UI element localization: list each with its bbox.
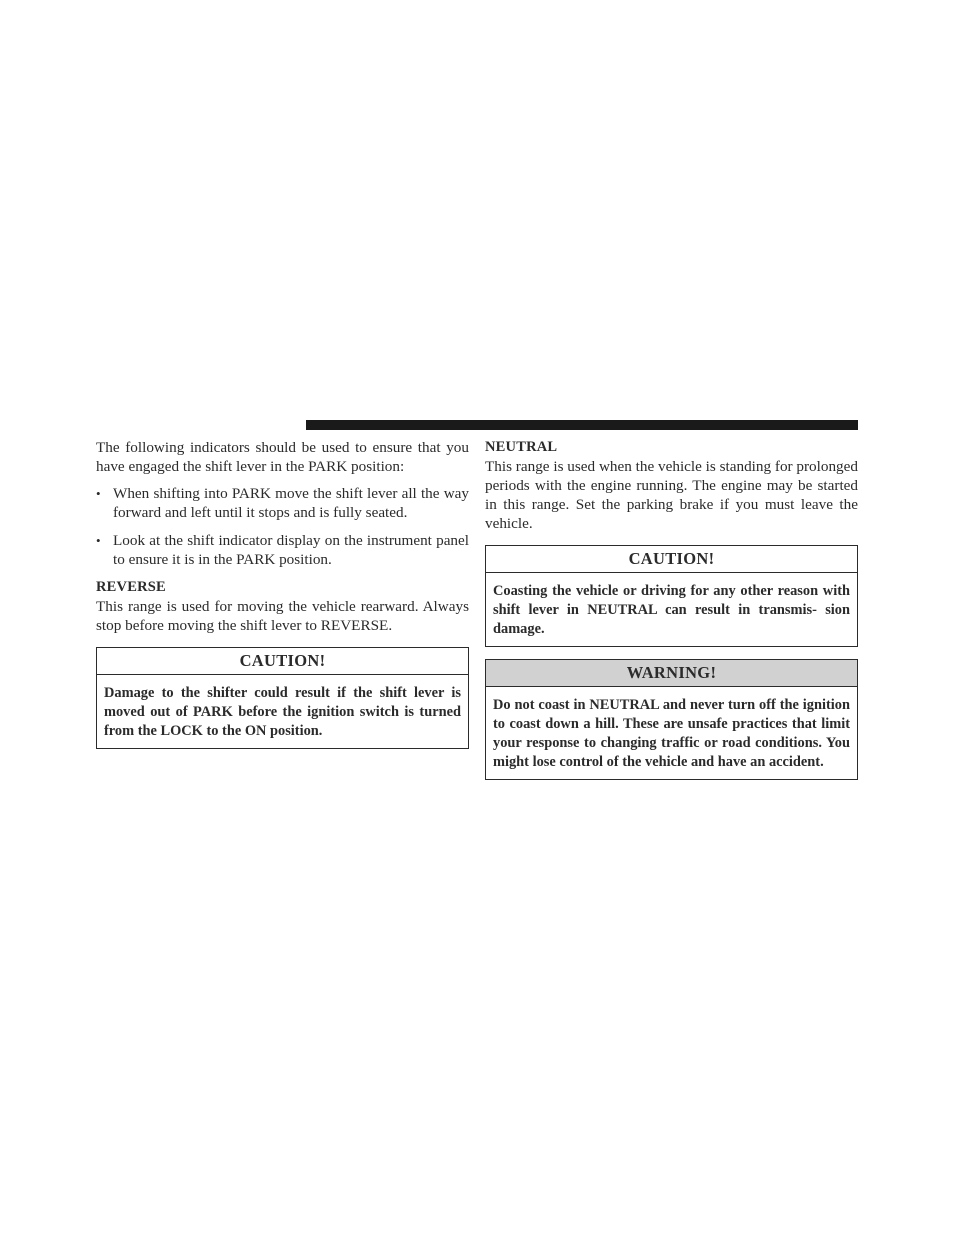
bullet-icon: • <box>96 486 101 501</box>
list-item <box>96 484 469 522</box>
list-item-text: Look at the shift indicator display on the instrument panel to ensure it is in the PARK position. <box>113 532 469 568</box>
neutral-paragraph: This range is used when the vehicle is standing for prolonged periods with the engine running. The engine may be started in this range. Set the parking brake if you must leave the vehicle. <box>485 458 858 532</box>
bullet-icon: • <box>96 533 101 548</box>
warning-title: WARNING! <box>486 660 857 687</box>
caution-box-neutral <box>485 545 858 647</box>
caution-text: Coasting the vehicle or driving for any other reason with shift lever in NEUTRAL can result in transmis- sion damage. <box>493 583 850 637</box>
right-column <box>485 438 858 780</box>
caution-box-shifter <box>96 647 469 749</box>
warning-text: Do not coast in NEUTRAL and never turn off the ignition to coast down a hill. These are unsafe practices that limit your response to changing traffic or road conditions. You might lose control of the vehicle and have an accident. <box>493 697 850 770</box>
reverse-paragraph: This range is used for moving the vehicle rearward. Always stop before moving the shift lever to REVERSE. <box>96 598 469 634</box>
list-item-text: When shifting into PARK move the shift lever all the way forward and left until it stops and is fully seated. <box>113 485 469 521</box>
caution-text: Damage to the shifter could result if the shift lever is moved out of PARK before the ignition switch is turned from the LOCK to the ON position. <box>104 685 461 739</box>
caution-title: CAUTION! <box>486 546 857 573</box>
reverse-heading: REVERSE <box>96 579 166 595</box>
caution-title: CAUTION! <box>97 648 468 675</box>
park-indicator-list <box>96 484 469 569</box>
warning-box <box>485 659 858 780</box>
header-rule <box>306 420 858 430</box>
neutral-heading: NEUTRAL <box>485 439 558 455</box>
intro-paragraph: The following indicators should be used to ensure that you have engaged the shift lever in the PARK position: <box>96 439 469 475</box>
left-column <box>96 438 469 749</box>
list-item <box>96 531 469 569</box>
